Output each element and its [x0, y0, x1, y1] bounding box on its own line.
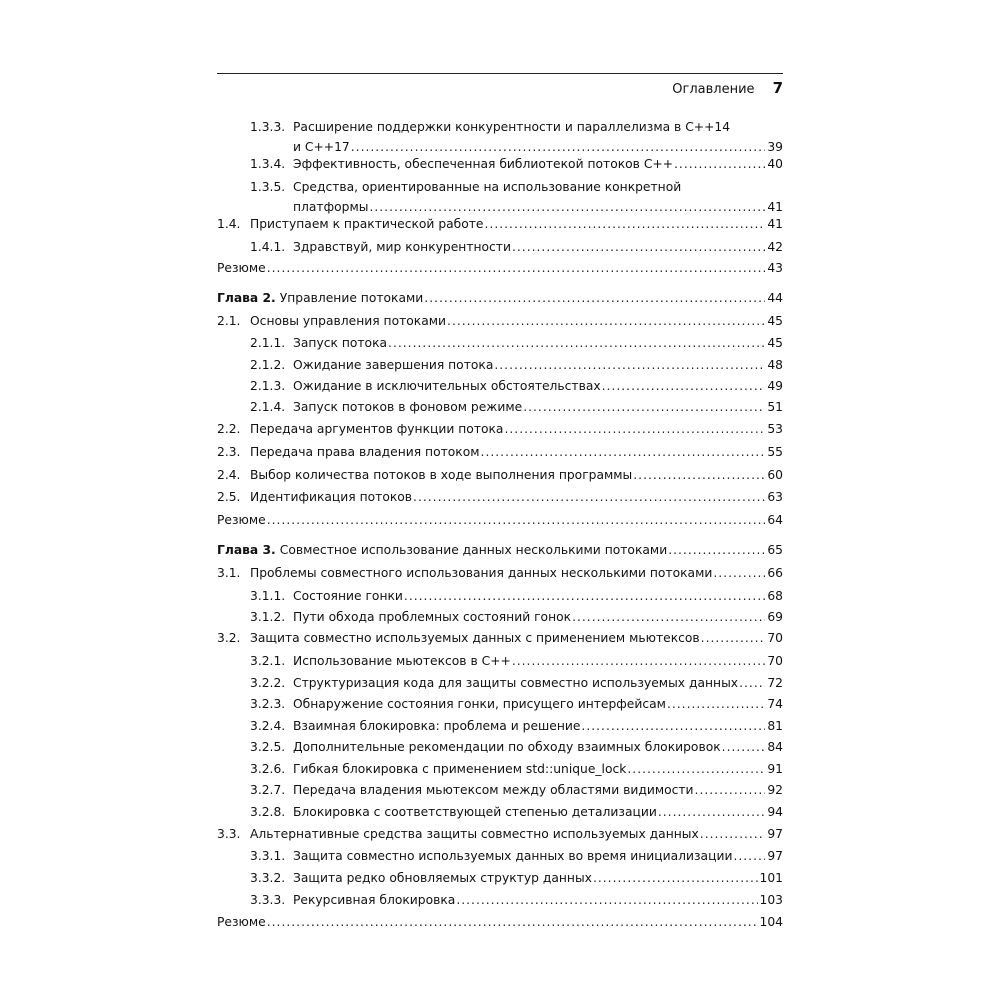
chapter-label: Глава 2. [217, 291, 276, 305]
toc-entry-title: Эффективность, обеспеченная библиотекой потоков C++ [293, 157, 674, 171]
toc-page-number: 48 [767, 358, 783, 372]
dot-leader [739, 674, 765, 694]
toc-entry-title: Передача права владения потоком [250, 445, 480, 459]
toc-page-number: 55 [767, 445, 783, 459]
toc-entry-title: Защита совместно используемых данных во время инициализации [293, 849, 733, 863]
header-rule [217, 73, 783, 74]
toc-entry-title: Запуск потока [293, 336, 388, 350]
toc-page-number: 45 [767, 314, 783, 328]
toc-page-number: 84 [767, 740, 783, 754]
toc-entry-number: 2.1.3. [250, 379, 286, 393]
toc-page-number: 42 [767, 240, 783, 254]
toc-entry-number: 2.4. [217, 468, 241, 482]
toc-entry-number: 3.2.5. [250, 740, 286, 754]
toc-page-number: 69 [767, 610, 783, 624]
toc-entry-title: Передача аргументов функции потока [250, 422, 504, 436]
dot-leader [456, 891, 757, 911]
toc-entry-number: 3.1.1. [250, 589, 286, 603]
toc-entry-title: Дополнительные рекомендации по обходу взаимных блокировок [293, 740, 721, 754]
toc-page-number: 49 [767, 379, 783, 393]
toc-page-number: 104 [759, 915, 783, 929]
toc-entry-title: Основы управления потоками [250, 314, 447, 328]
dot-leader [633, 466, 765, 486]
dot-leader [713, 564, 765, 584]
toc-page-number: 64 [767, 513, 783, 527]
toc-page-number: 92 [767, 783, 783, 797]
running-head-title: Оглавление [672, 82, 755, 97]
toc-entry-number: 3.1.2. [250, 610, 286, 624]
toc-page-number: 101 [759, 871, 783, 885]
toc-entry-number: 2.5. [217, 490, 241, 504]
toc-page-number: 103 [759, 893, 783, 907]
toc-entry-title: Передача владения мьютексом между областями видимости [293, 783, 694, 797]
toc-entry-title-continued: платформы [293, 199, 369, 214]
dot-leader [447, 312, 765, 332]
toc-entry-title: Пути обхода проблемных состояний гонок [293, 610, 572, 624]
toc-entry-title: Проблемы совместного использования данных несколькими потоками [250, 566, 713, 580]
dot-leader [512, 652, 766, 672]
toc-page-number: 70 [767, 631, 783, 645]
toc-entry-number: 3.2.8. [250, 805, 286, 819]
toc-entry-title: Альтернативные средства защиты совместно используемых данных [250, 827, 699, 841]
dot-leader [481, 443, 766, 463]
toc-entry-number: 3.2.7. [250, 783, 286, 797]
dot-leader [668, 541, 765, 561]
toc-entry-number: 3.3.1. [250, 849, 286, 863]
toc-entry-title: Приступаем к практической работе [250, 217, 484, 231]
toc-page-number: 91 [767, 762, 783, 776]
toc-page-number: 70 [767, 654, 783, 668]
dot-leader [593, 869, 758, 889]
toc-page-number: 43 [767, 261, 783, 275]
toc-page-number: 41 [767, 199, 783, 214]
toc-entry-number: 3.3. [217, 827, 241, 841]
toc-entry-number: 3.2. [217, 631, 241, 645]
toc-entry-number: 2.1.4. [250, 400, 286, 414]
toc-page-number: 60 [767, 468, 783, 482]
toc-entry-number: 3.2.6. [250, 762, 286, 776]
toc-page-number: 40 [767, 157, 783, 171]
toc-entry-number: 2.1.1. [250, 336, 286, 350]
toc-entry-title: Блокировка с соответствующей степенью детализации [293, 805, 657, 819]
toc-entry-title: Расширение поддержки конкурентности и параллелизма в C++14 [293, 120, 731, 134]
toc-entry-number: 2.2. [217, 422, 241, 436]
toc-page-number: 63 [767, 490, 783, 504]
toc-entry-number: 3.3.3. [250, 893, 286, 907]
dot-leader [404, 587, 765, 607]
toc-entry-title: Ожидание в исключительных обстоятельствах [293, 379, 601, 393]
toc-entry-title: Использование мьютексов в C++ [293, 654, 511, 668]
toc-page-number: 72 [767, 676, 783, 690]
chapter-title: Управление потоками [279, 291, 424, 305]
toc-entry-title: Выбор количества потоков в ходе выполнения программы [250, 468, 633, 482]
toc-entry-number: 2.1. [217, 314, 241, 328]
toc-entry-title: Запуск потоков в фоновом режиме [293, 400, 523, 414]
toc-page-number: 81 [767, 719, 783, 733]
toc-entry-title: Резюме [217, 915, 266, 929]
dot-leader [722, 738, 766, 758]
dot-leader [581, 717, 765, 737]
toc-entry-title: Обнаружение состояния гонки, присущего интерфейсам [293, 697, 666, 711]
toc-entry-number: 3.1. [217, 566, 241, 580]
toc-page-number: 68 [767, 589, 783, 603]
toc-page-number: 97 [767, 849, 783, 863]
toc-entry-title: Структуризация кода для защиты совместно используемых данных [293, 676, 739, 690]
toc-entry-title: Здравствуй, мир конкурентности [293, 240, 511, 254]
dot-leader [733, 847, 765, 867]
toc-page-number: 41 [767, 217, 783, 231]
toc-page-number: 65 [767, 543, 783, 557]
dot-leader [267, 511, 766, 531]
toc-entry-title: Взаимная блокировка: проблема и решение [293, 719, 581, 733]
toc-entry-number: 3.2.4. [250, 719, 286, 733]
toc-entry-number: 3.2.3. [250, 697, 286, 711]
toc-entry-number: 3.3.2. [250, 871, 286, 885]
dot-leader [267, 913, 758, 933]
toc-page-number: 74 [767, 697, 783, 711]
toc-entry-number: 3.2.1. [250, 654, 286, 668]
toc-entry-number: 1.3.3. [250, 120, 286, 134]
dot-leader [424, 289, 765, 309]
toc-entry-title-continued: и C++17 [293, 139, 350, 154]
toc-entry-title: Резюме [217, 513, 266, 527]
toc-page-number: 53 [767, 422, 783, 436]
toc-entry-number: 1.4. [217, 217, 241, 231]
dot-leader [512, 238, 765, 258]
dot-leader [267, 259, 766, 279]
dot-leader [413, 488, 765, 508]
running-head [672, 79, 783, 97]
dot-leader [602, 377, 766, 397]
toc-page-number: 39 [767, 139, 783, 154]
dot-leader [674, 155, 765, 175]
dot-leader [695, 781, 766, 801]
toc-entry-title: Рекурсивная блокировка [293, 893, 456, 907]
toc-page-number: 94 [767, 805, 783, 819]
dot-leader [523, 398, 765, 418]
toc-page-number: 66 [767, 566, 783, 580]
dot-leader [388, 334, 765, 354]
dot-leader [504, 420, 765, 440]
toc-entry-title: Гибкая блокировка с применением std::unique_lock [293, 762, 627, 776]
dot-leader [494, 356, 765, 376]
toc-entry-title: Средства, ориентированные на использование конкретной [293, 180, 682, 194]
toc-page-number: 97 [767, 827, 783, 841]
toc-entry-title: Идентификация потоков [250, 490, 413, 504]
dot-leader [700, 825, 766, 845]
toc-page-number: 44 [767, 291, 783, 305]
dot-leader [485, 215, 766, 235]
toc-page-number: 51 [767, 400, 783, 414]
toc-entry-number: 1.3.4. [250, 157, 286, 171]
toc-entry-title: Состояние гонки [293, 589, 403, 603]
toc-entry-number: 3.2.2. [250, 676, 286, 690]
chapter-title: Совместное использование данных несколькими потоками [279, 543, 668, 557]
dot-leader [667, 695, 765, 715]
toc-page-number: 45 [767, 336, 783, 350]
dot-leader [627, 760, 765, 780]
toc-entry-number: 2.1.2. [250, 358, 286, 372]
toc-entry-number: 1.3.5. [250, 180, 286, 194]
toc-entry-title: Защита редко обновляемых структур данных [293, 871, 592, 885]
toc-entry-title: Резюме [217, 261, 266, 275]
dot-leader [658, 803, 766, 823]
toc-entry-title: Защита совместно используемых данных с применением мьютексов [250, 631, 700, 645]
page-number: 7 [772, 79, 783, 97]
dot-leader [701, 629, 766, 649]
toc-entry-number: 2.3. [217, 445, 241, 459]
toc-entry-number: 1.4.1. [250, 240, 286, 254]
dot-leader [572, 608, 765, 628]
chapter-label: Глава 3. [217, 543, 276, 557]
toc-entry-title: Ожидание завершения потока [293, 358, 494, 372]
